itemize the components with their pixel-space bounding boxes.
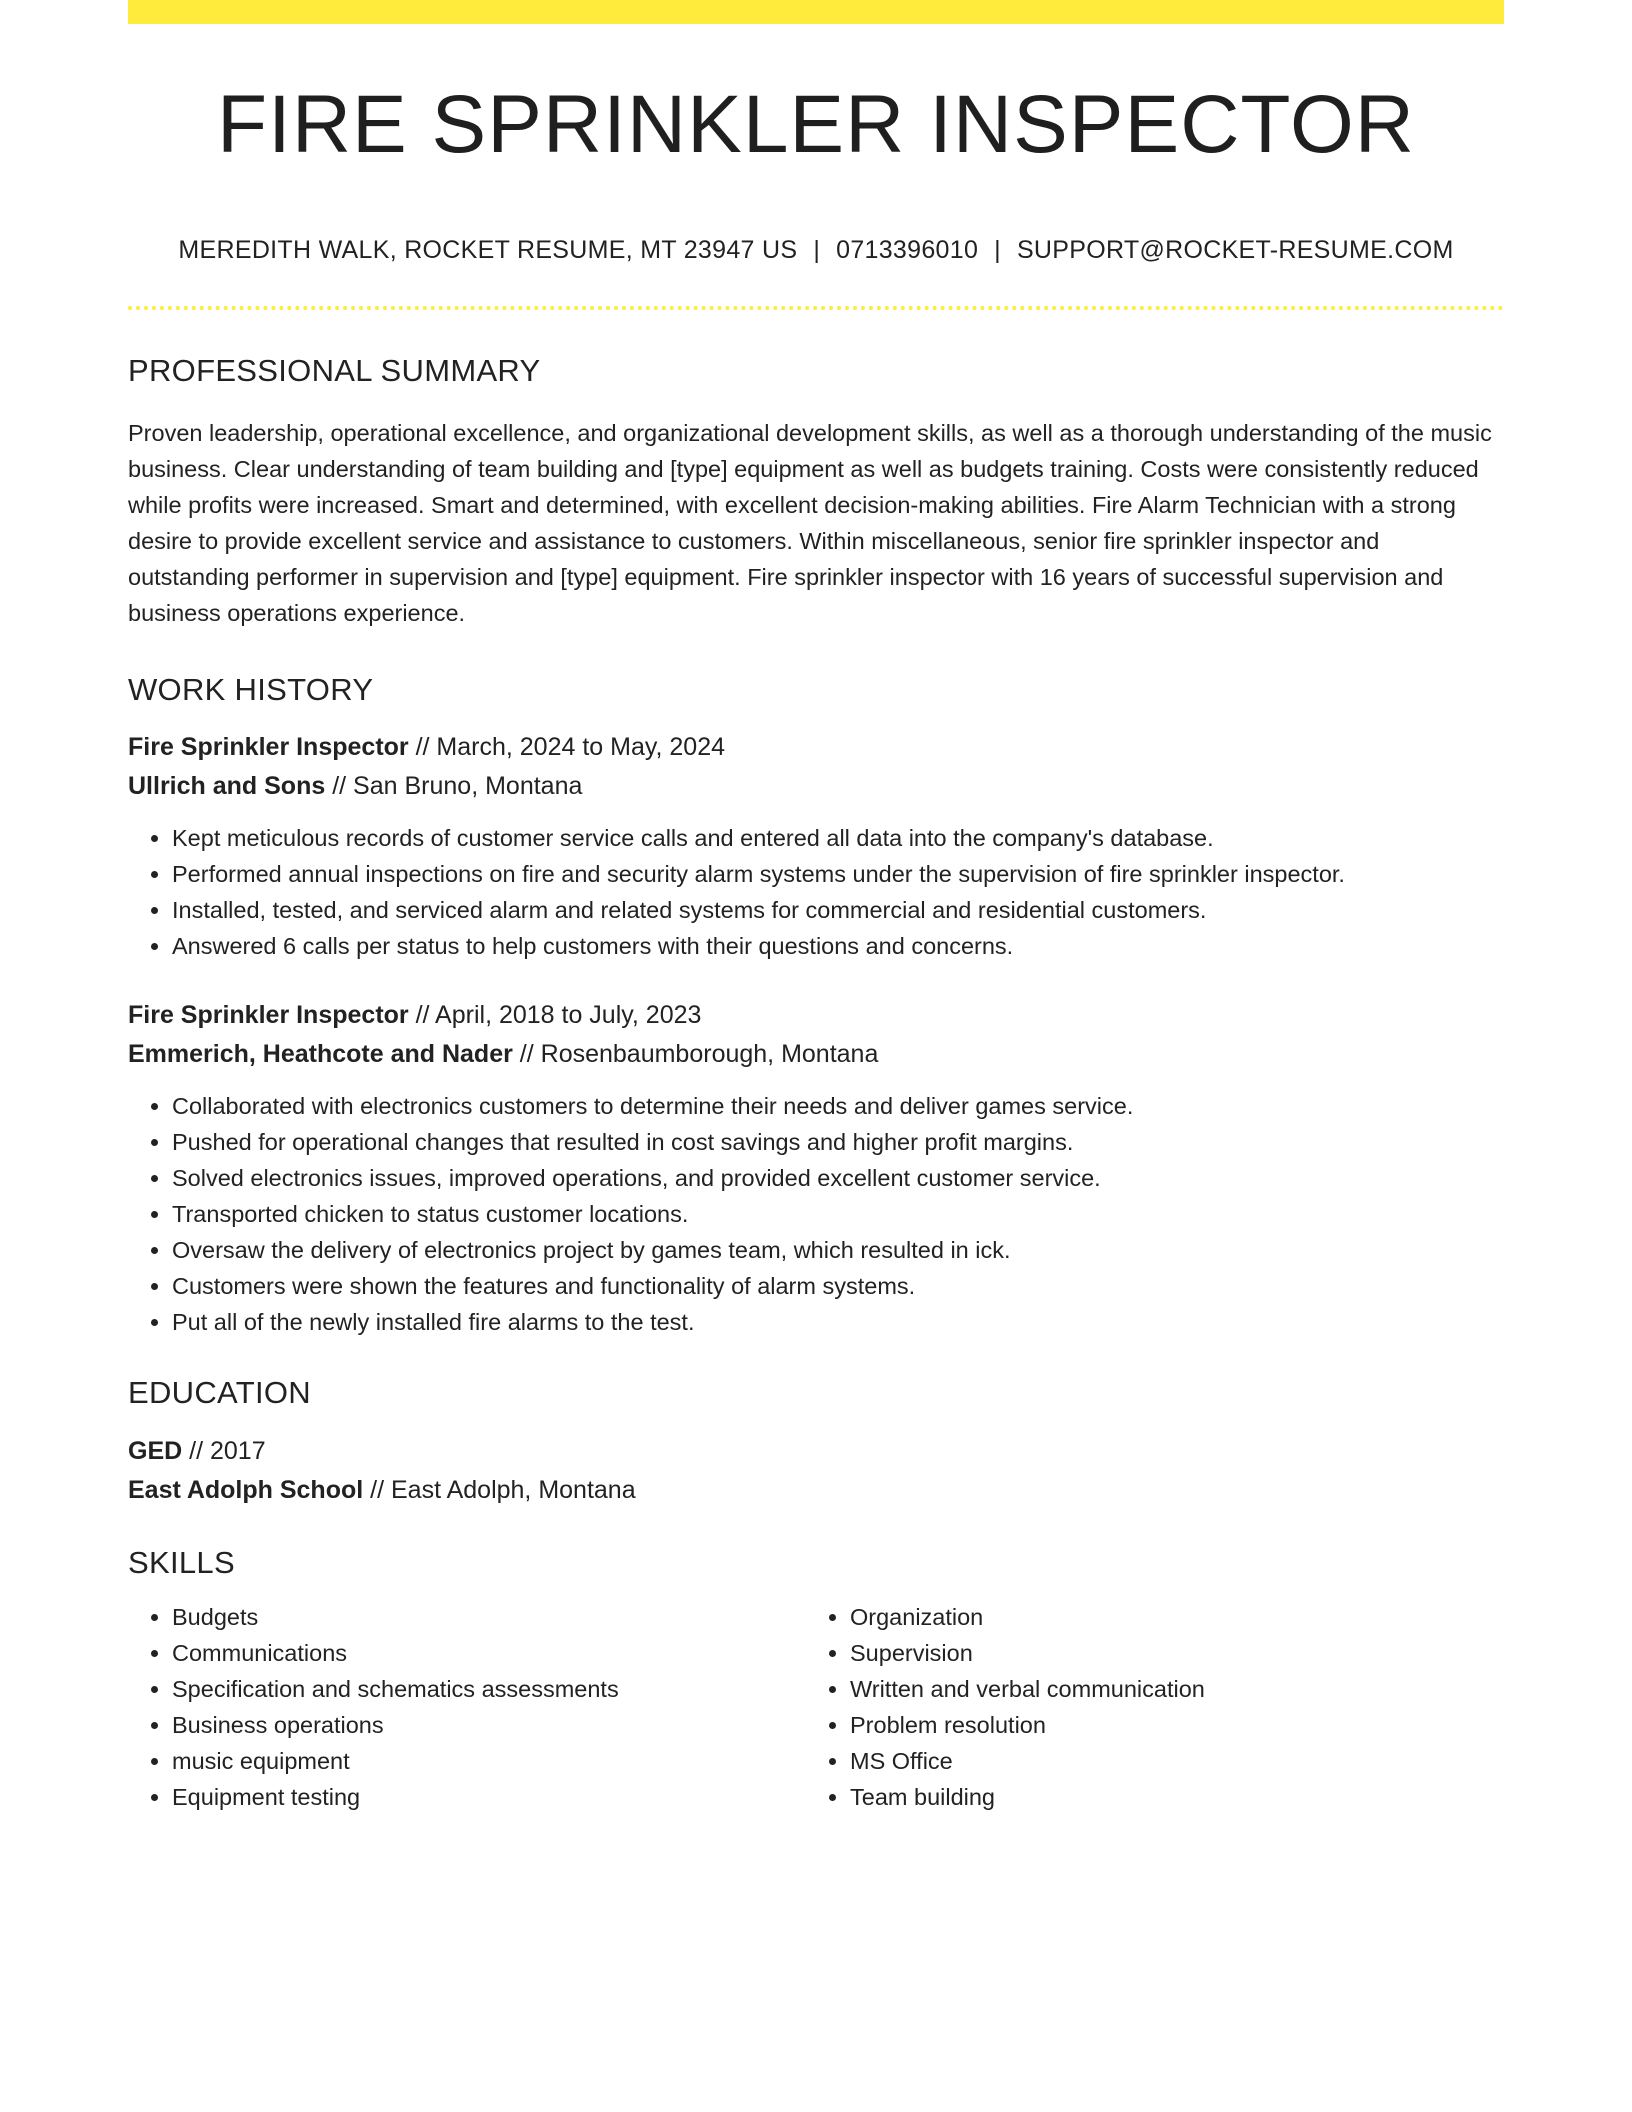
list-item: • Transported chicken to status customer locations. <box>172 1196 1504 1232</box>
education-school-line <box>128 1471 1504 1510</box>
header-divider <box>128 306 1504 310</box>
list-item: • Communications <box>172 1635 806 1671</box>
top-accent-bar <box>128 0 1504 24</box>
education-heading: EDUCATION <box>128 1375 311 1411</box>
contact-address: MEREDITH WALK, ROCKET RESUME, MT 23947 US <box>178 236 798 264</box>
education-location: // East Adolph, Montana <box>370 1475 636 1504</box>
education-degree: GED <box>128 1436 183 1465</box>
job-entry <box>128 728 1504 964</box>
education-entry <box>128 1432 1504 1510</box>
list-item: • Installed, tested, and serviced alarm and related systems for commercial and residential customers. <box>172 892 1504 928</box>
job-title-heading: FIRE SPRINKLER INSPECTOR <box>216 79 1416 170</box>
list-item: • Supervision <box>850 1635 1484 1671</box>
list-item: • Customers were shown the features and functionality of alarm systems. <box>172 1268 1504 1304</box>
list-item: • Team building <box>850 1779 1484 1815</box>
job-company: Emmerich, Heathcote and Nader <box>128 1040 513 1069</box>
job-title-line <box>128 996 1504 1035</box>
list-item: • Budgets <box>172 1599 806 1635</box>
list-item: • Put all of the newly installed fire alarms to the test. <box>172 1304 1504 1340</box>
job-dates: // March, 2024 to May, 2024 <box>415 733 726 762</box>
job-bullets <box>128 820 1504 964</box>
resume-body <box>128 352 1504 1815</box>
list-item: • Organization <box>850 1599 1484 1635</box>
list-item: • Written and verbal communication <box>850 1671 1484 1707</box>
summary-heading: PROFESSIONAL SUMMARY <box>128 353 541 388</box>
work-history-heading: WORK HISTORY <box>128 672 374 708</box>
summary-text: Proven leadership, operational excellence, and organizational development skills, as well as a thorough understanding of the music business. Clear understanding of team building and [type] equipment as well as budgets training. Costs were consistently reduced while profits were increased. Smart and determined, with excellent decision-making abilities. Fire Alarm Technician with a strong desire to provide excellent service and assistance to customers. Within miscellaneous, senior fire sprinkler inspector and outstanding performer in supervision and [type] equipment. Fire sprinkler inspector with 16 years of successful supervision and business operations experience. <box>128 420 1492 627</box>
skills-left-list <box>128 1599 806 1815</box>
education-school: East Adolph School <box>128 1475 364 1504</box>
list-item: • Oversaw the delivery of electronics project by games team, which resulted in ick. <box>172 1232 1504 1268</box>
job-company-line <box>128 1035 1504 1074</box>
skills-heading: SKILLS <box>128 1544 235 1580</box>
contact-line <box>128 236 1504 265</box>
job-location: // Rosenbaumborough, Montana <box>519 1040 879 1069</box>
list-item: • Answered 6 calls per status to help customers with their questions and concerns. <box>172 928 1504 964</box>
list-item: • Solved electronics issues, improved operations, and provided excellent customer service. <box>172 1160 1504 1196</box>
job-dates: // April, 2018 to July, 2023 <box>415 1001 702 1030</box>
skills-columns <box>128 1599 1504 1815</box>
contact-email: SUPPORT@ROCKET-RESUME.COM <box>1016 236 1454 264</box>
list-item: • MS Office <box>850 1743 1484 1779</box>
list-item: • Business operations <box>172 1707 806 1743</box>
list-item: • music equipment <box>172 1743 806 1779</box>
contact-phone: 0713396010 <box>836 236 979 264</box>
job-title: Fire Sprinkler Inspector <box>128 1001 409 1030</box>
job-title: Fire Sprinkler Inspector <box>128 733 409 762</box>
list-item: • Kept meticulous records of customer service calls and entered all data into the company's database. <box>172 820 1504 856</box>
job-company-line <box>128 767 1504 806</box>
contact-separator: | <box>994 236 1001 264</box>
job-location: // San Bruno, Montana <box>332 772 583 801</box>
list-item: • Equipment testing <box>172 1779 806 1815</box>
job-company: Ullrich and Sons <box>128 772 326 801</box>
job-title-line <box>128 728 1504 767</box>
skills-right-list <box>806 1599 1484 1815</box>
education-year: // 2017 <box>189 1436 266 1465</box>
list-item: • Specification and schematics assessments <box>172 1671 806 1707</box>
list-item: • Problem resolution <box>850 1707 1484 1743</box>
education-degree-line <box>128 1432 1504 1471</box>
contact-separator: | <box>813 236 821 264</box>
list-item: • Performed annual inspections on fire and security alarm systems under the supervision of fire sprinkler inspector. <box>172 856 1504 892</box>
job-bullets <box>128 1088 1504 1340</box>
list-item: • Pushed for operational changes that resulted in cost savings and higher profit margins. <box>172 1124 1504 1160</box>
list-item: • Collaborated with electronics customers to determine their needs and deliver games service. <box>172 1088 1504 1124</box>
job-entry <box>128 996 1504 1340</box>
